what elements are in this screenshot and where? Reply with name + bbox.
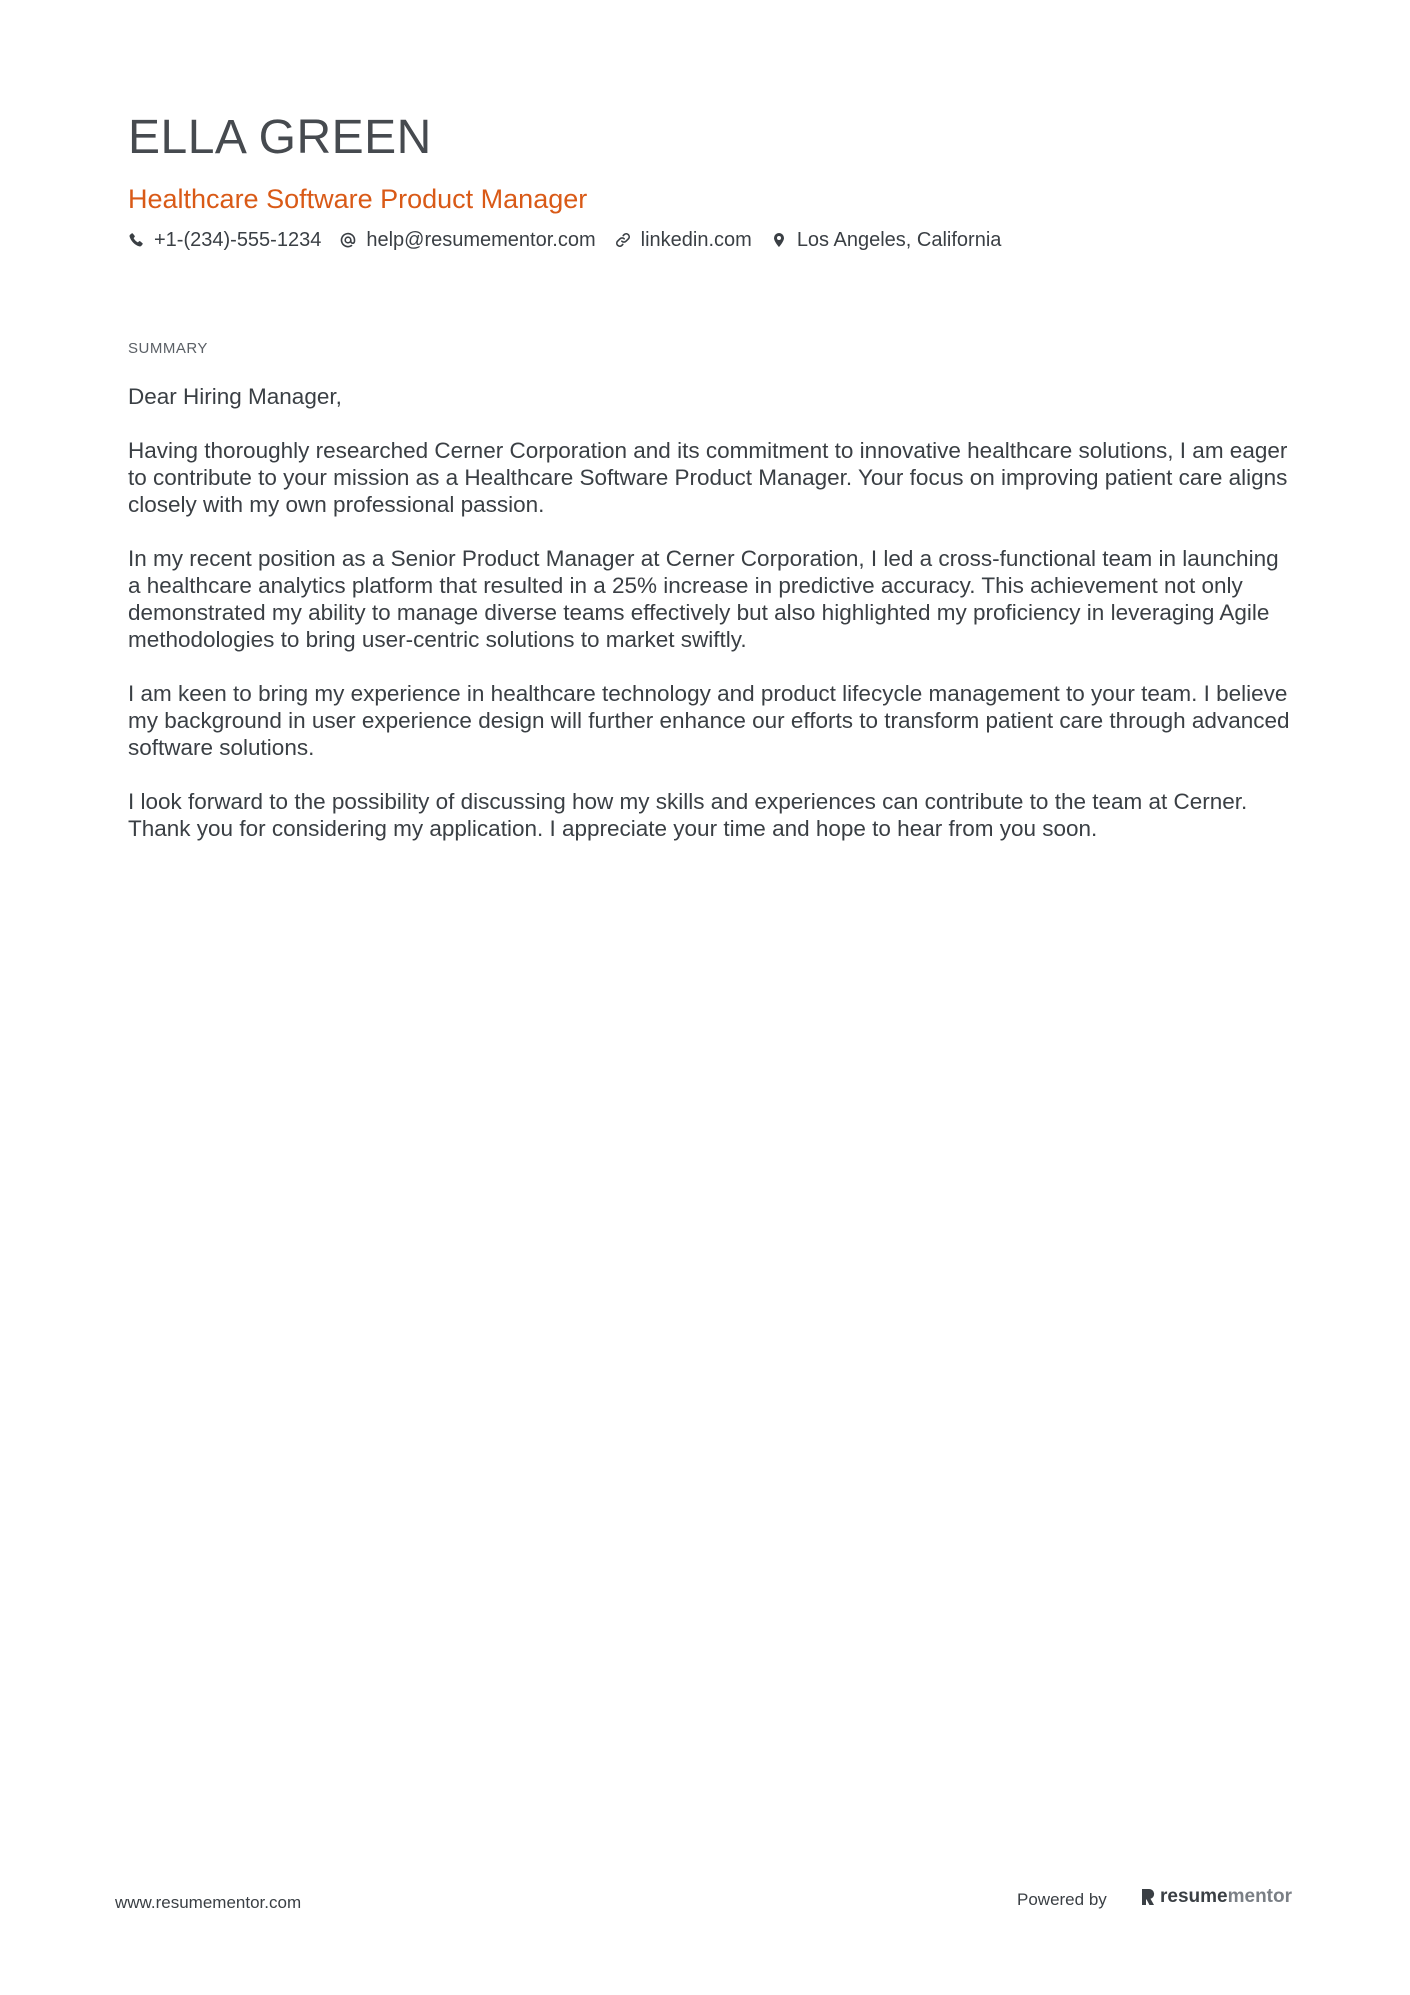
email-link[interactable]: help@resumementor.com bbox=[366, 229, 596, 251]
letter-paragraph: Having thoroughly researched Cerner Corporation and its commitment to innovative healthcare solutions, I am eager to contribute to your mission as a Healthcare Software Product Manager. Your focus on improving patient care aligns closely with my own professional passion. bbox=[128, 438, 1288, 517]
brand-name-part1: resume bbox=[1160, 1886, 1228, 1907]
letter-paragraph: I look forward to the possibility of discussing how my skills and experiences can contribute to the team at Cerner. Thank you for considering my application. I appreciate your time and hope to hear from you soon. bbox=[128, 789, 1248, 841]
phone-icon bbox=[128, 232, 144, 248]
resumementor-logo-icon bbox=[1140, 1887, 1156, 1907]
contact-location bbox=[771, 226, 1002, 254]
link-icon bbox=[615, 232, 631, 248]
footer-website-link[interactable]: www.resumementor.com bbox=[115, 1893, 302, 1912]
contact-bar bbox=[128, 226, 1020, 254]
candidate-name: ELLA GREEN bbox=[128, 111, 432, 164]
letter-paragraph: In my recent position as a Senior Product Manager at Cerner Corporation, I led a cross-functional team in launching a healthcare analytics platform that resulted in a 25% increase in predictive accuracy. This achievement not only demonstrated my ability to manage diverse teams effectively but also highlighted my proficiency in leveraging Agile methodologies to bring user-centric solutions to market swiftly. bbox=[128, 546, 1279, 652]
letter-paragraph: I am keen to bring my experience in healthcare technology and product lifecycle management to your team. I believe my background in user experience design will further enhance our efforts to transform patient care through advanced software solutions. bbox=[128, 681, 1290, 760]
contact-linkedin[interactable] bbox=[615, 226, 752, 254]
powered-by-label: Powered by bbox=[1017, 1890, 1107, 1909]
letter-body bbox=[128, 383, 1293, 869]
contact-email[interactable] bbox=[340, 226, 595, 254]
linkedin-link[interactable]: linkedin.com bbox=[640, 229, 752, 251]
candidate-title: Healthcare Software Product Manager bbox=[128, 184, 588, 214]
contact-phone bbox=[128, 226, 321, 254]
at-icon bbox=[340, 232, 356, 248]
brand-logo[interactable] bbox=[1140, 1886, 1292, 1908]
letter-greeting: Dear Hiring Manager, bbox=[128, 384, 342, 409]
phone-text: +1-(234)-555-1234 bbox=[154, 229, 322, 251]
brand-name-part2: mentor bbox=[1227, 1886, 1293, 1907]
location-pin-icon bbox=[771, 232, 787, 248]
summary-heading: SUMMARY bbox=[128, 340, 208, 357]
location-text: Los Angeles, California bbox=[796, 229, 1002, 251]
